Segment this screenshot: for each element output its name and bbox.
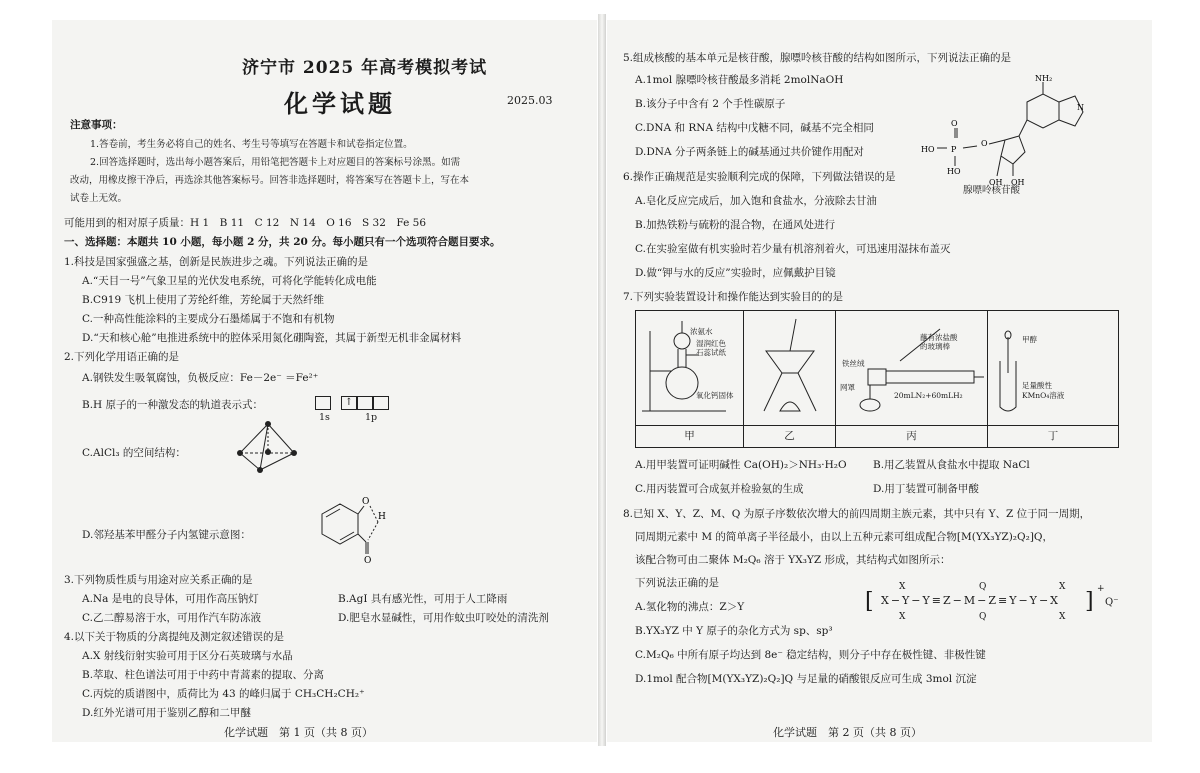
apparatus-label: 乙 [744,425,836,447]
jia-note: 浓氨水 [690,327,713,336]
orbital-box-1p-3 [373,396,389,410]
notice-heading: 注意事项： [70,119,123,131]
question-3-stem: 3.下列物质性质与用途对应关系正确的是 [64,574,253,586]
ding-note: KMnO₄溶液 [1022,391,1065,400]
question-5-option-d: D.DNA 分子两条链上的碱基通过共价键作用配对 [635,146,864,158]
jia-note: 湿润红色 [696,339,726,348]
notice-line: 2.回答选择题时，选出每小题答案后，用铅笔把答题卡上对应题目的答案标号涂黑。如需 [90,157,461,168]
question-3-option-c: C.乙二醇易溶于水，可用作汽车防冻液 [82,612,261,624]
label-p: P [951,145,957,154]
question-8-option-c: C.M₂Q₆ 中所有原子均达到 8e⁻ 稳定结构，则分子中存在极性键、非极性键 [635,649,986,661]
apparatus-label: 甲 [636,425,744,447]
orbital-box-1s [315,396,331,410]
exam-title: 济宁市 2025 年高考模拟考试 [242,58,488,78]
section-heading: 一、选择题：本题共 10 小题，每小题 2 分，共 20 分。每小题只有一个选项符合题目要求。 [64,236,501,248]
bracket-right: ] [1085,589,1094,614]
question-1-option-c: C.一种高性能涂料的主要成分石墨烯属于不饱和有机物 [82,313,335,325]
exam-page-2 [607,20,1152,742]
page-footer: 化学试题 第 1 页（共 8 页） [224,726,373,739]
question-5-option-b: B.该分子中含有 2 个手性碳原子 [635,98,786,110]
formula-charge: + [1097,584,1105,594]
question-3-option-d: D.肥皂水显碱性，可用作蚊虫叮咬处的清洗剂 [338,612,549,624]
bing-note: 铁丝绒 [842,359,865,368]
question-8-stem: 该配合物可由二聚体 M₂Q₆ 溶于 YX₃YZ 形成，其结构式如图所示： [635,554,951,566]
exam-date: 2025.03 [507,94,553,107]
question-3-option-a: A.Na 是电的良导体，可用作高压钠灯 [82,593,259,605]
label-n: N [1077,103,1084,112]
apparatus-label: 丁 [988,425,1118,447]
apparatus-yi [744,311,836,425]
formula-anion: Q⁻ [1105,597,1119,608]
question-4-option-c: C.丙烷的质谱图中，质荷比为 43 的峰归属于 CH₃CH₂CH₂⁺ [82,688,365,700]
notice-line: 1.答卷前，考生务必将自己的姓名、考生号等填写在答题卡和试卷指定位置。 [90,139,413,150]
label-ho: HO [921,145,935,154]
atom-h: H [378,512,386,522]
question-2-stem: 2.下列化学用语正确的是 [64,351,180,363]
question-7-option-a: A.用甲装置可证明碱性 Ca(OH)₂＞NH₃·H₂O [635,459,847,471]
question-4-option-a: A.X 射线衍射实验可用于区分石英玻璃与水晶 [82,650,293,662]
question-7-stem: 7.下列实验装置设计和操作能达到实验目的的是 [623,291,844,303]
question-1-option-d: D.“天和核心舱”电推进系统中的腔体采用氮化硼陶瓷，其属于新型无机非金属材料 [82,332,462,344]
question-1-option-b: B.C919 飞机上使用了芳纶纤维，芳纶属于天然纤维 [82,294,324,306]
question-4-stem: 4.以下关于物质的分离提纯及测定叙述错误的是 [64,631,285,643]
jia-note: 氧化钙固体 [696,391,734,400]
question-2-option-b: B.H 原子的一种激发态的轨道表示式： [82,399,264,411]
question-5-option-a: A.1mol 腺嘌呤核苷酸最多消耗 2molNaOH [635,74,844,86]
question-4-option-b: B.萃取、柱色谱法可用于中药中青蒿素的提取、分离 [82,669,325,681]
apparatus-table [635,310,1119,448]
formula-atom-x: X [1059,582,1066,592]
question-7-option-c: C.用丙装置可合成氨并检验氨的生成 [635,483,804,495]
notice-line: 改动，用橡皮擦干净后，再选涂其他答案标号。回答非选择题时，将答案写在答题卡上，写在本 [70,175,470,186]
question-8-stem: 8.已知 X、Y、Z、M、Q 为原子序数依次增大的前四周期主族元素，其中只有 Y、Z 位于同一周期， [623,508,1091,520]
adenosine-monophosphate-structure [907,74,1107,200]
question-5-stem: 5.组成核酸的基本单元是核苷酸，腺嘌呤核苷酸的结构如图所示，下列说法正确的是 [623,52,1012,64]
question-8-option-d: D.1mol 配合物[M(YX₃YZ)₂Q₂]Q 与足量的硝酸银反应可生成 3mol 沉淀 [635,673,977,685]
label-o: O [981,139,988,148]
question-8-option-b: B.YX₃YZ 中 Y 原子的杂化方式为 sp、sp³ [635,625,833,637]
atom-o: O [364,556,372,564]
question-3-option-b: B.AgI 具有感光性，可用于人工降雨 [338,593,508,605]
subject-title: 化学试题 [284,89,396,118]
apparatus-jia [636,311,744,425]
question-8-option-a: A.氢化物的沸点：Z＞Y [635,601,745,613]
question-1-option-a: A.“天目一号”气象卫星的光伏发电系统，可将化学能转化成电能 [82,275,377,287]
question-7-option-d: D.用丁装置可制备甲酸 [873,483,979,495]
formula-atom-q: Q [979,582,987,592]
question-6-option-b: B.加热铁粉与硫粉的混合物，在通风处进行 [635,219,836,231]
apparatus-bing [836,311,988,425]
ding-note: 甲醇 [1022,335,1037,344]
label-o: O [951,119,958,128]
orbital-box-1p-1: ↑ [341,396,357,410]
bing-note: 20mLN₂+60mLH₂ [894,391,963,400]
question-6-stem: 6.操作正确规范是实验顺利完成的保障，下列做法错误的是 [623,171,896,183]
bracket-left: [ [865,589,874,614]
question-5-option-c: C.DNA 和 RNA 结构中戊糖不同，碱基不完全相同 [635,122,874,134]
complex-structure-formula [865,576,1135,644]
hydrogen-bond-diagram [302,492,392,564]
formula-atom-q: Q [979,612,987,622]
ding-note: 足量酸性 [1022,381,1052,390]
question-2-option-d: D.邻羟基苯甲醛分子内氢键示意图： [82,529,251,541]
notice-line: 试卷上无效。 [70,193,128,204]
question-2-option-c: C.AlCl₃ 的空间结构： [82,447,186,459]
question-7-option-b: B.用乙装置从食盐水中提取 NaCl [873,459,1030,471]
label-ho: HO [947,167,961,176]
bing-note: 的玻璃棒 [920,342,950,351]
exam-page-1 [52,20,597,742]
label-oh: OH [989,178,1003,187]
formula-atom-x: X [1059,612,1066,622]
apparatus-ding [988,311,1120,425]
question-8-stem: 同周期元素中 M 的简单离子半径最小，由以上五种元素可组成配合物[M(YX₃YZ)₂Q₂]Q， [635,531,1054,543]
page-fold [598,14,606,746]
formula-atom-x: X [899,612,906,622]
formula-main-chain: X−Y−Y≡Z−M−Z≡Y−Y−X [881,594,1060,607]
atomic-masses: 可能用到的相对原子质量：H 1 B 11 C 12 N 14 O 16 S 32 Fe 56 [64,217,427,229]
question-2-option-a: A.钢铁发生吸氧腐蚀，负极反应：Fe－2e⁻ ＝Fe²⁺ [82,372,319,384]
tetrahedral-structure-diagram [232,418,312,480]
label-nh2: NH₂ [1035,74,1053,83]
jia-note: 石蕊试纸 [696,348,726,357]
formula-atom-x: X [899,582,906,592]
question-8-stem: 下列说法正确的是 [635,577,719,589]
orbital-box-1p-2 [357,396,373,410]
orbital-label-1s: 1s [319,412,330,423]
structure-caption: 腺嘌呤核苷酸 [963,185,1021,196]
question-6-option-a: A.皂化反应完成后，加入饱和食盐水，分液除去甘油 [635,195,877,207]
orbital-diagram [315,396,389,410]
label-oh: OH [1011,178,1025,187]
atom-o: O [362,497,370,507]
question-6-option-d: D.做“钾与水的反应”实验时，应佩戴护目镜 [635,267,836,279]
page-footer: 化学试题 第 2 页（共 8 页） [773,726,922,739]
bing-note: 网罩 [840,383,855,392]
bing-note: 蘸有浓盐酸 [920,333,958,342]
question-4-option-d: D.红外光谱可用于鉴别乙醇和二甲醚 [82,707,251,719]
orbital-label-1p: 1p [365,412,378,423]
question-6-option-c: C.在实验室做有机实验时若少量有机溶剂着火，可迅速用湿抹布盖灭 [635,243,951,255]
apparatus-label: 丙 [836,425,988,447]
question-1-stem: 1.科技是国家强盛之基，创新是民族进步之魂。下列说法正确的是 [64,256,369,268]
